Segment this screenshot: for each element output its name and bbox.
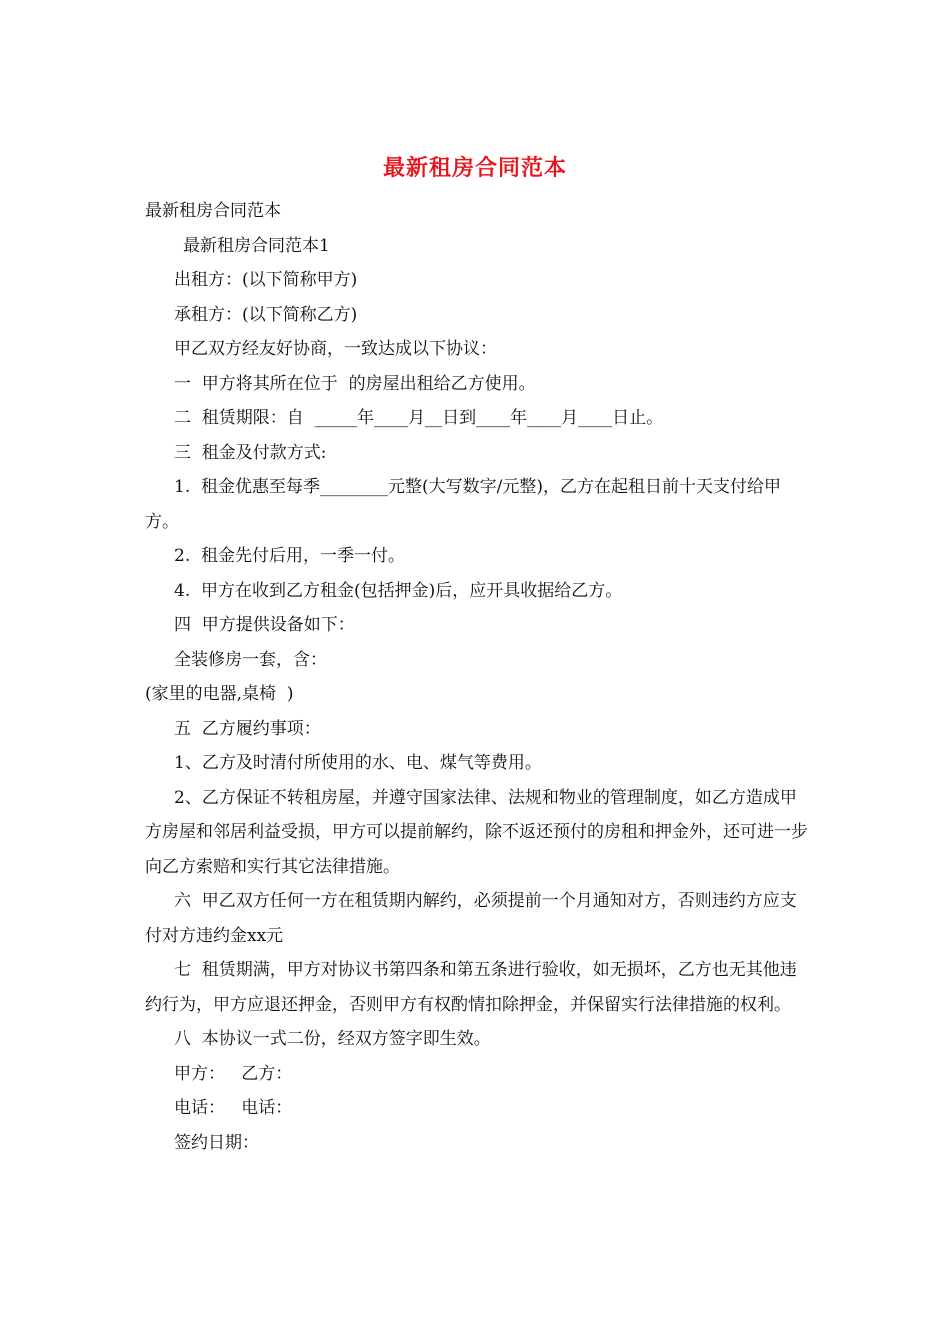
signature-parties: 甲方： 乙方： — [174, 1063, 293, 1084]
signature-date: 签约日期： — [174, 1132, 259, 1153]
paragraph-agreement-intro: 甲乙双方经友好协商，一致达成以下协议： — [174, 339, 497, 359]
paragraph-lessee: 承租方：(以下简称乙方) — [174, 304, 358, 325]
clause-7: 七 租赁期满，甲方对协议书第四条和第五条进行验收，如无损坏，乙方也无其他违约行为，甲方应退还押金，否则甲方有权酌情扣除押金，并保留实行法律措施的权利。 — [145, 960, 797, 1015]
paragraph-subtitle: 最新租房合同范本1 — [183, 235, 330, 256]
paragraph-lessor: 出租方：(以下简称甲方) — [174, 270, 358, 290]
document-title: 最新租房合同范本 — [382, 155, 567, 181]
clause-5-item-2: 2、乙方保证不转租房屋，并遵守国家法律、法规和物业的管理制度，如乙方造成甲方房屋和邻居利益受损，甲方可以提前解约，除不返还预付的房租和押金外，还可进一步向乙方索赔和实行其它法律措施。 — [145, 787, 808, 877]
signature-phones: 电话： 电话： — [174, 1098, 293, 1118]
clause-6: 六 甲乙双方任何一方在租赁期内解约，必须提前一个月通知对方，否则违约方应支付对方违约金xx元 — [145, 891, 797, 946]
clause-4-items: (家里的电器,桌椅 ) — [145, 684, 294, 704]
clause-3-item-4: 4. 甲方在收到乙方租金(包括押金)后，应开具收据给乙方。 — [174, 580, 623, 601]
paragraph-heading: 最新租房合同范本 — [145, 201, 281, 221]
clause-3-item-1: 1. 租金优惠至每季________元整(大写数字/元整)，乙方在起租日前十天支付给甲方。 — [145, 477, 782, 532]
clause-4: 四 甲方提供设备如下： — [174, 615, 355, 635]
clause-8: 八 本协议一式二份，经双方签字即生效。 — [174, 1029, 491, 1049]
clause-3-item-2: 2. 租金先付后用，一季一付。 — [174, 546, 406, 566]
clause-5: 五 乙方履约事项： — [174, 718, 321, 739]
clause-5-item-1: 1、乙方及时清付所使用的水、电、煤气等费用。 — [174, 753, 542, 773]
clause-4-detail: 全装修房一套，含： — [174, 649, 327, 670]
clause-3: 三 租金及付款方式: — [174, 442, 327, 463]
document-body — [145, 194, 810, 1160]
clause-2: 二 租赁期限：自 _____年____月__日到____年____月____日止。 — [174, 408, 664, 428]
clause-1: 一 甲方将其所在位于 的房屋出租给乙方使用。 — [174, 373, 536, 394]
